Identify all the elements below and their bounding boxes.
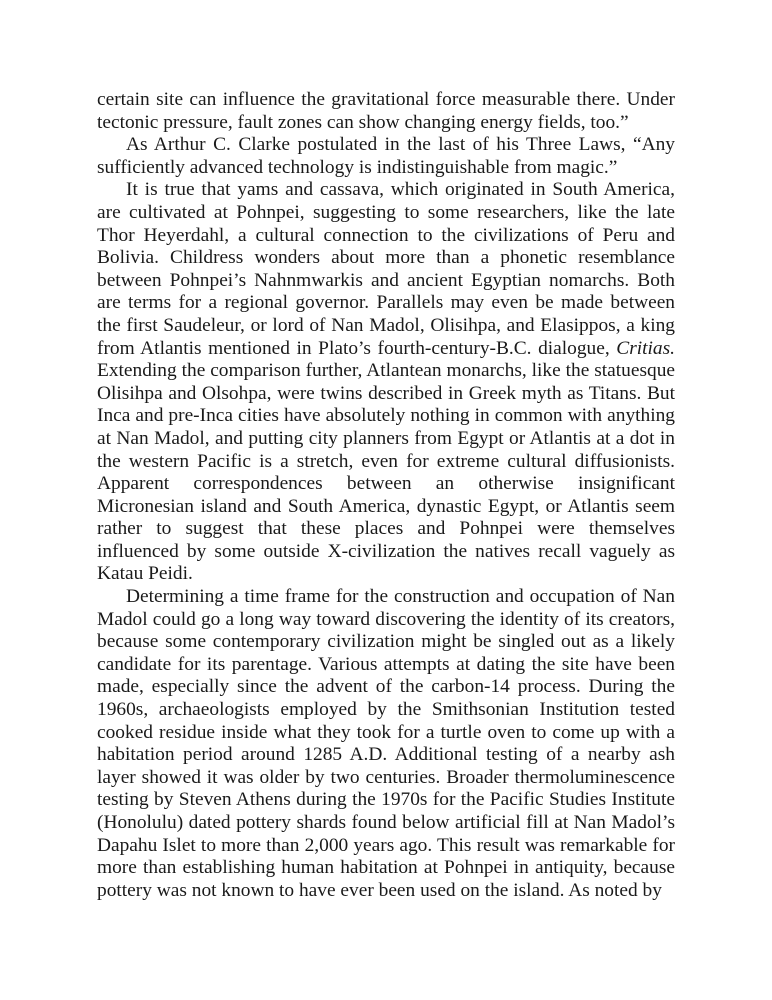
paragraph-4-text: Determining a time frame for the construction and occupation of Nan Madol could go a long way toward discovering the identity of its creators, because some contemporary civilization might be singled out as a likely candidate for its parentage. Various attempts at dating the site have been made, especially since the advent of the carbon-14 process. During the 1960s, archaeologists employed by the Smithsonian Institution tested cooked residue inside what they took for a turtle oven to come up with a habitation period around 1285 A.D. Additional testing of a nearby ash layer showed it was older by two centuries. Broader thermoluminescence testing by Steven Athens during the 1970s for the Pacific Studies Institute (Honolulu) dated pottery shards found below artificial fill at Nan Madol’s Dapahu Islet to more than 2,000 years ago. This result was remarkable for more than establishing human habitation at Pohnpei in antiquity, because pottery was not known to have ever been used on the island. As noted by <box>97 586 675 901</box>
paragraph-2 <box>97 134 675 179</box>
paragraph-3 <box>97 179 675 586</box>
paragraph-3-text-a: It is true that yams and cassava, which originated in South America, are cultivated at Pohnpei, suggesting to some researchers, like the late Thor Heyerdahl, a cultural connection to the civilizations of Peru and Bolivia. Childress wonders about more than a phonetic resemblance between Pohnpei’s Nahnmwarkis and ancient Egyptian nomarchs. Both are terms for a regional governor. Parallels may even be made between the first Saudeleur, or lord of Nan Madol, Olisihpa, and Elasippos, a king from Atlantis mentioned in Plato’s fourth-century-B.C. dialogue, <box>97 179 675 359</box>
paragraph-1-text: certain site can influence the gravitational force measurable there. Under tectonic pressure, fault zones can show changing energy fields, too.” <box>97 89 675 133</box>
paragraph-3-text-b: Extending the comparison further, Atlantean monarchs, like the statuesque Olisihpa and Olsohpa, were twins described in Greek myth as Titans. But Inca and pre-Inca cities have absolutely nothing in common with anything at Nan Madol, and putting city planners from Egypt or Atlantis at a dot in the western Pacific is a stretch, even for extreme cultural diffusionists. Apparent correspondences between an otherwise insignificant Micronesian island and South America, dynastic Egypt, or Atlantis seem rather to suggest that these places and Pohnpei were themselves influenced by some outside X-civilization the natives recall vaguely as Katau Peidi. <box>97 360 675 585</box>
book-title-critias: Critias. <box>616 337 675 359</box>
page-body <box>97 89 675 902</box>
paragraph-2-text: As Arthur C. Clarke postulated in the last of his Three Laws, “Any sufficiently advanced technology is indistinguishable from magic.” <box>97 134 675 178</box>
paragraph-1 <box>97 89 675 134</box>
paragraph-4 <box>97 586 675 902</box>
